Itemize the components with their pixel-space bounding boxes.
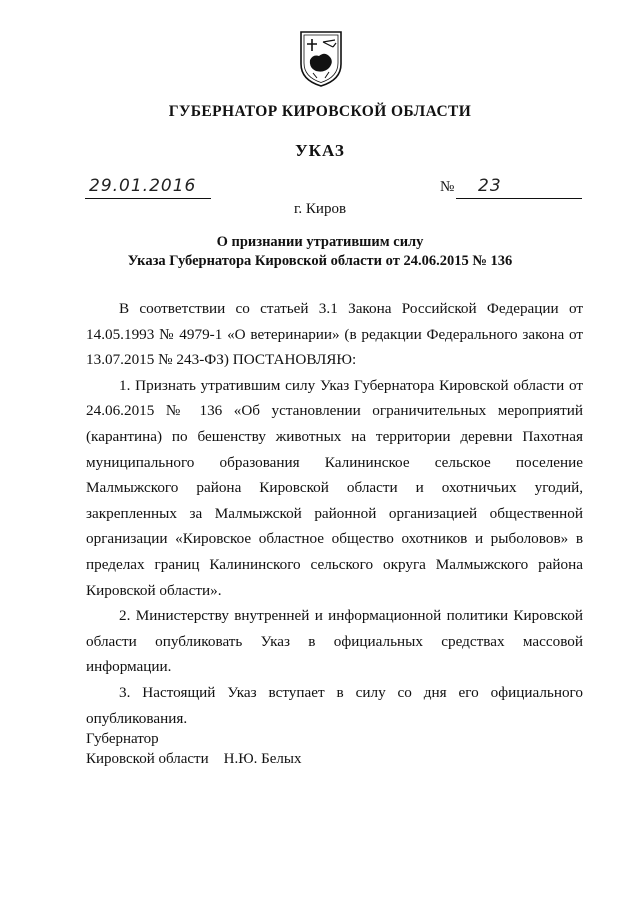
signatory-name: Н.Ю. Белых (223, 751, 302, 767)
handwritten-date: 29.01.2016 (89, 176, 197, 196)
heading-line-1: О признании утратившим силу (216, 234, 424, 250)
date-field (85, 176, 211, 199)
coat-of-arms-icon (299, 30, 343, 88)
signature-block (86, 729, 301, 769)
handwritten-number: 23 (478, 176, 502, 196)
org-title: ГУБЕРНАТОР КИРОВСКОЙ ОБЛАСТИ (168, 103, 472, 120)
number-field (456, 176, 582, 199)
preamble-paragraph: В соответствии со статьей 3.1 Закона Российской Федерации от 14.05.1993 № 4979-1 «О ветеринарии» (в редакции Федерального закона от 13.07.2015 № 243-ФЗ) ПОСТАНОВЛЯЮ: (86, 300, 583, 369)
number-label: № (440, 179, 455, 195)
signatory-position-line-2 (86, 749, 301, 769)
item-3-paragraph: 3. Настоящий Указ вступает в силу со дня его официального опубликования. (86, 683, 583, 727)
signatory-region: Кировской области (86, 751, 209, 767)
city-line: г. Киров (293, 201, 347, 217)
document-heading (60, 233, 580, 271)
item-2-paragraph: 2. Министерству внутренней и информационной политики Кировской области опубликовать Указ в официальных средствах массовой информации. (86, 607, 583, 676)
document-type: УКАЗ (295, 141, 345, 160)
heading-line-2: Указа Губернатора Кировской области от 24.06.2015 № 136 (127, 253, 513, 269)
document-body (86, 296, 583, 731)
signatory-position-line-1: Губернатор (86, 731, 159, 747)
item-1-paragraph: 1. Признать утратившим силу Указ Губернатора Кировской области от 24.06.2015 № 136 «Об установлении ограничительных мероприятий (карантина) по бешенству животных на территории деревни Пахотная муниципального образования Калининское сельское поселение Малмыжского района Кировской области и охотничьих угодий, закрепленных за Малмыжской районной организацией общественной организации «Кировское областное общество охотников и рыболовов» в пределах границ Калининского сельского округа Малмыжского района Кировской области». (86, 376, 583, 599)
